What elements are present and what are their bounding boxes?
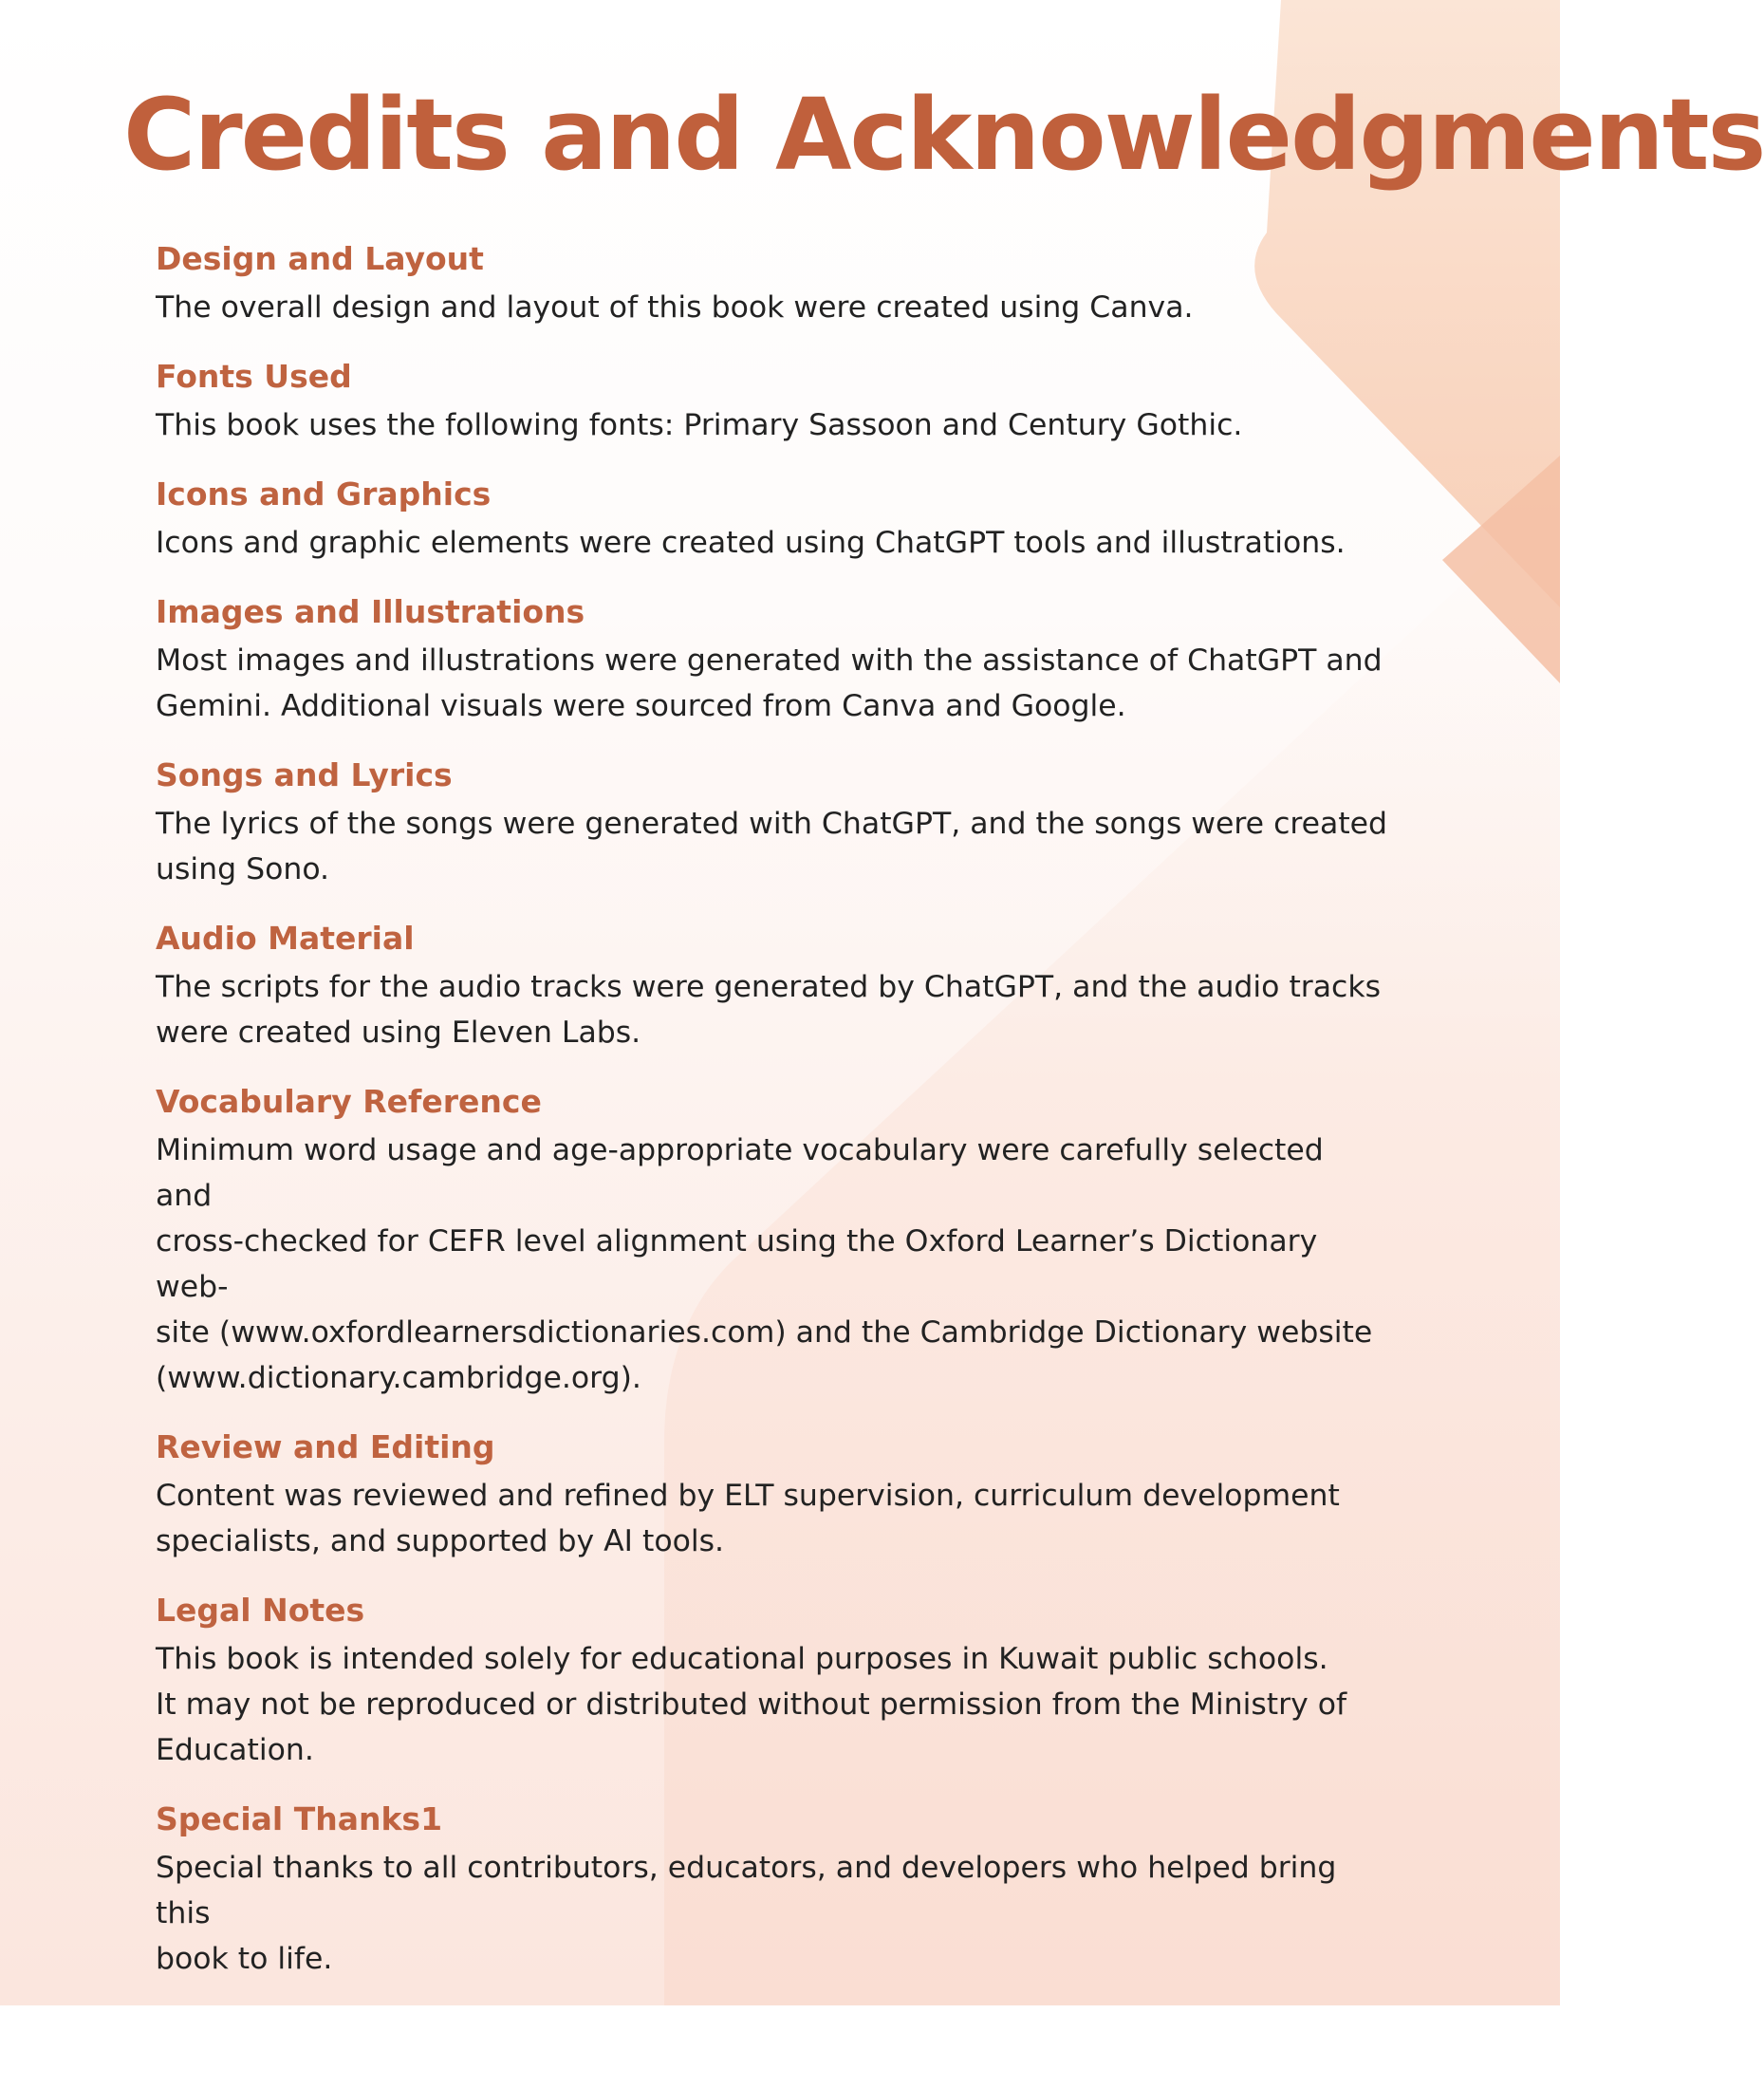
body-line: Content was reviewed and refined by ELT supervision, curriculum development (156, 1479, 1340, 1513)
body-line: This book uses the following fonts: Primary Sassoon and Century Gothic. (156, 408, 1243, 442)
section-heading: Review and Editing (156, 1428, 495, 1465)
section-review-and-editing (156, 1426, 1389, 1564)
body-line: Special thanks to all contributors, educators, and developers who helped bring this (156, 1851, 1337, 1930)
section-heading: Fonts Used (156, 358, 352, 395)
section-heading: Songs and Lyrics (156, 756, 453, 793)
section-body (156, 402, 1389, 448)
section-audio-material (156, 917, 1389, 1055)
section-images-and-illustrations (156, 590, 1389, 729)
section-heading: Icons and Graphics (156, 475, 492, 513)
section-heading: Vocabulary Reference (156, 1083, 542, 1120)
body-line: This book is intended solely for educational purposes in Kuwait public schools. (156, 1642, 1328, 1676)
section-vocabulary-reference (156, 1080, 1389, 1401)
section-body (156, 285, 1389, 330)
section-body (156, 964, 1389, 1055)
section-body (156, 520, 1389, 566)
page-title: Credits and Acknowledgments (123, 77, 1764, 193)
body-line: site (www.oxfordlearnersdictionaries.com) and the Cambridge Dictionary website (156, 1315, 1373, 1350)
section-body (156, 801, 1389, 892)
section-heading: Audio Material (156, 920, 415, 957)
body-line: The scripts for the audio tracks were generated by ChatGPT, and the audio tracks (156, 970, 1382, 1004)
section-heading: Special Thanks1 (156, 1800, 443, 1837)
section-legal-notes (156, 1589, 1389, 1773)
body-line: book to life. (156, 1942, 333, 1976)
section-heading: Design and Layout (156, 240, 484, 277)
section-icons-and-graphics (156, 473, 1389, 566)
section-fonts-used (156, 355, 1389, 448)
section-body (156, 638, 1389, 729)
body-line: were created using Eleven Labs. (156, 1016, 641, 1050)
section-body (156, 1128, 1389, 1401)
section-body (156, 1845, 1389, 1982)
section-heading: Legal Notes (156, 1592, 365, 1629)
body-line: (www.dictionary.cambridge.org). (156, 1361, 641, 1395)
section-design-and-layout (156, 237, 1389, 330)
body-line: The lyrics of the songs were generated with ChatGPT, and the songs were created (156, 807, 1388, 841)
body-line: Minimum word usage and age-appropriate vocabulary were carefully selected and (156, 1133, 1324, 1213)
body-line: Gemini. Additional visuals were sourced from Canva and Google. (156, 689, 1126, 723)
body-line: Most images and illustrations were generated with the assistance of ChatGPT and (156, 643, 1383, 678)
body-line: using Sono. (156, 852, 330, 886)
body-line: Icons and graphic elements were created using ChatGPT tools and illustrations. (156, 526, 1346, 560)
body-line: It may not be reproduced or distributed without permission from the Ministry of (156, 1687, 1347, 1722)
section-body (156, 1473, 1389, 1564)
credits-list (156, 237, 1389, 2006)
body-line: The overall design and layout of this book were created using Canva. (156, 290, 1194, 325)
body-line: Education. (156, 1733, 314, 1767)
section-body (156, 1636, 1389, 1773)
section-songs-and-lyrics (156, 754, 1389, 892)
section-heading: Images and Illustrations (156, 593, 585, 630)
body-line: specialists, and supported by AI tools. (156, 1524, 725, 1558)
body-line: cross-checked for CEFR level alignment using the Oxford Learner’s Dictionary web- (156, 1224, 1318, 1304)
section-special-thanks (156, 1798, 1389, 1982)
